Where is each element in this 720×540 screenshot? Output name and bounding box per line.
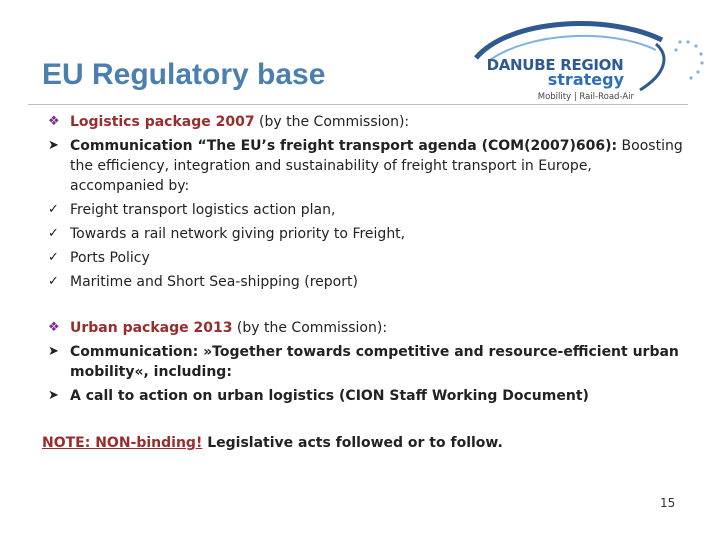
note-label: NOTE: NON-binding! — [42, 435, 203, 451]
slide-title: EU Regulatory base — [42, 58, 326, 91]
logistics-package-rest: (by the Commission): — [254, 114, 410, 130]
arrow-bullet-icon: ➤ — [48, 344, 59, 359]
logistics-communication — [48, 136, 688, 196]
list-item-text: Communication: »Together towards competitive and resource-efficient urban mobility«, including: — [70, 344, 679, 380]
checkmark-bullet-icon: ✓ — [48, 226, 59, 241]
communication-title: Communication “The EU’s freight transport agenda (COM(2007)606): — [70, 138, 618, 154]
checkmark-bullet-icon: ✓ — [48, 274, 59, 289]
note-line — [42, 433, 503, 453]
list-item — [48, 386, 688, 406]
note-text: Legislative acts followed or to follow. — [202, 435, 503, 451]
arrow-bullet-icon: ➤ — [48, 138, 59, 153]
logo-word: strategy — [547, 70, 624, 89]
page-number: 15 — [660, 496, 676, 510]
list-item — [48, 224, 688, 244]
title-divider — [28, 104, 688, 105]
slide-body — [48, 112, 688, 410]
list-item-text: Towards a rail network giving priority to Freight, — [70, 226, 406, 242]
logistics-package-label: Logistics package 2007 — [70, 114, 255, 130]
list-item-text: A call to action on urban logistics (CION Staff Working Document) — [70, 388, 589, 404]
checkmark-bullet-icon: ✓ — [48, 202, 59, 217]
communication-description: Boosting the efficiency, integration and sustainability of freight transport in Europe, accompanied by: — [70, 138, 683, 194]
list-item — [48, 342, 688, 382]
list-item — [48, 272, 688, 292]
diamond-bullet-icon: ❖ — [48, 114, 60, 129]
list-item — [48, 248, 688, 268]
logo-tagline: Mobility | Rail-Road-Air — [537, 92, 634, 102]
list-item-text: Ports Policy — [70, 250, 150, 266]
checkmark-bullet-icon: ✓ — [48, 250, 59, 265]
logistics-heading — [48, 112, 688, 132]
urban-package-rest: (by the Commission): — [232, 320, 388, 336]
urban-section — [48, 318, 688, 406]
list-item-text: Maritime and Short Sea-shipping (report) — [70, 274, 358, 290]
diamond-bullet-icon: ❖ — [48, 320, 60, 335]
arrow-bullet-icon: ➤ — [48, 388, 59, 403]
logistics-section — [48, 112, 688, 292]
urban-heading — [48, 318, 688, 338]
logo-name: DANUBE REGION — [486, 56, 624, 74]
danube-region-logo — [470, 12, 710, 102]
urban-package-label: Urban package 2013 — [70, 320, 233, 336]
list-item — [48, 200, 688, 220]
list-item-text: Freight transport logistics action plan, — [70, 202, 336, 218]
